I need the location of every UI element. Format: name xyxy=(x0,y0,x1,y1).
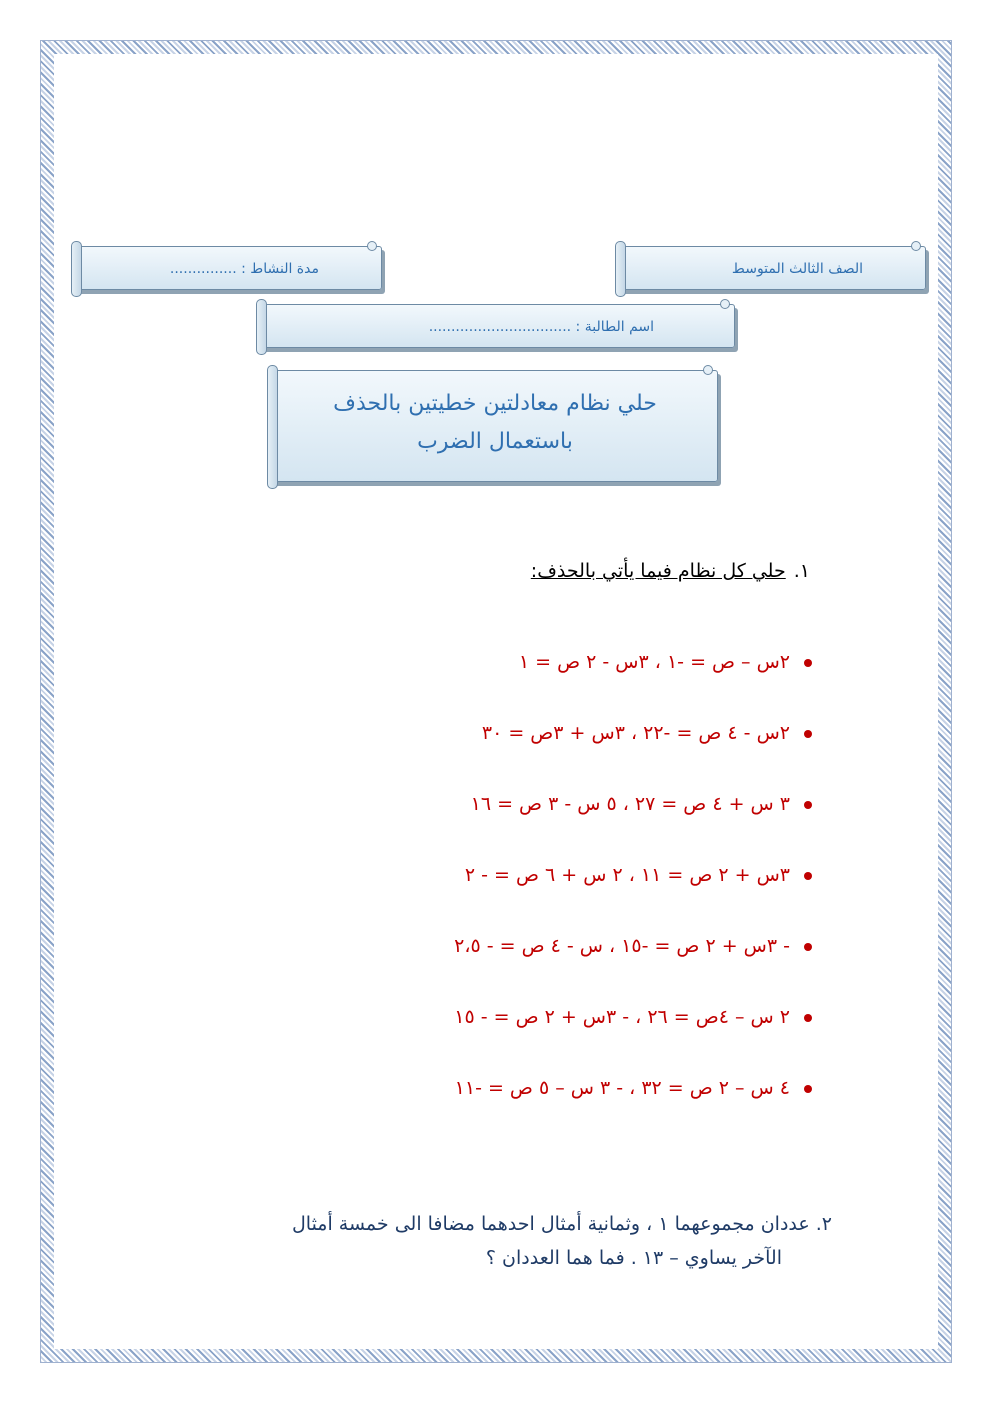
equation-item xyxy=(212,995,812,1066)
equation-text: - ٣س + ٢ ص = -١٥ ، س - ٤ ص = - ٢،٥ xyxy=(454,935,790,957)
equation-text: ٣ س + ٤ ص = ٢٧ ، ٥ س - ٣ ص = ١٦ xyxy=(470,793,790,815)
bullet-icon xyxy=(804,1014,812,1022)
equation-text: ٢س - ٤ ص = -٢٢ ، ٣س + ٣ص = ٣٠ xyxy=(481,722,790,744)
equation-item xyxy=(212,1066,812,1137)
question2-line1: عددان مجموعهما ١ ، وثمانية أمثال احدهما مضافا الى خمسة أمثال xyxy=(291,1213,810,1235)
question1-heading xyxy=(531,560,810,582)
equation-item xyxy=(212,924,812,995)
question1-heading-text: حلي كل نظام فيما يأتي بالحذف: xyxy=(530,560,786,582)
equation-text: ٢س – ص = -١ ، ٣س - ٢ ص = ١ xyxy=(518,651,790,673)
bullet-icon xyxy=(804,1085,812,1093)
equation-item xyxy=(212,853,812,924)
question2-line2: الآخر يساوي – ١٣ . فما هما العددان ؟ xyxy=(485,1247,782,1269)
student-name-box xyxy=(261,304,735,348)
equation-item xyxy=(212,640,812,711)
equation-text: ٢ س – ٤ص = ٢٦ ، - ٣س + ٢ ص = - ١٥ xyxy=(454,1006,790,1028)
equation-text: ٣س + ٢ ص = ١١ ، ٢ س + ٦ ص = - ٢ xyxy=(464,864,790,886)
equation-list xyxy=(212,640,812,1137)
equation-item xyxy=(212,711,812,782)
grade-label: الصف الثالث المتوسط xyxy=(731,261,863,277)
bullet-icon xyxy=(804,730,812,738)
question2 xyxy=(142,1207,832,1275)
bullet-icon xyxy=(804,659,812,667)
equation-item xyxy=(212,782,812,853)
equation-text: ٤ س – ٢ ص = ٣٢ ، - ٣ س – ٥ ص = -١١ xyxy=(454,1077,790,1099)
bullet-icon xyxy=(804,943,812,951)
student-name-label: اسم الطالبة : ................................ xyxy=(428,319,654,335)
lesson-title-line2: باستعمال الضرب xyxy=(417,429,573,454)
bullet-icon xyxy=(804,801,812,809)
question2-number: ٢. xyxy=(815,1213,832,1235)
bullet-icon xyxy=(804,872,812,880)
duration-box xyxy=(76,246,382,290)
grade-box xyxy=(620,246,926,290)
lesson-title-box xyxy=(272,370,718,482)
question1-number: ١. xyxy=(793,560,810,582)
duration-label: مدة النشاط : ............... xyxy=(169,261,319,277)
lesson-title-line1: حلي نظام معادلتين خطيتين بالحذف xyxy=(333,391,657,416)
